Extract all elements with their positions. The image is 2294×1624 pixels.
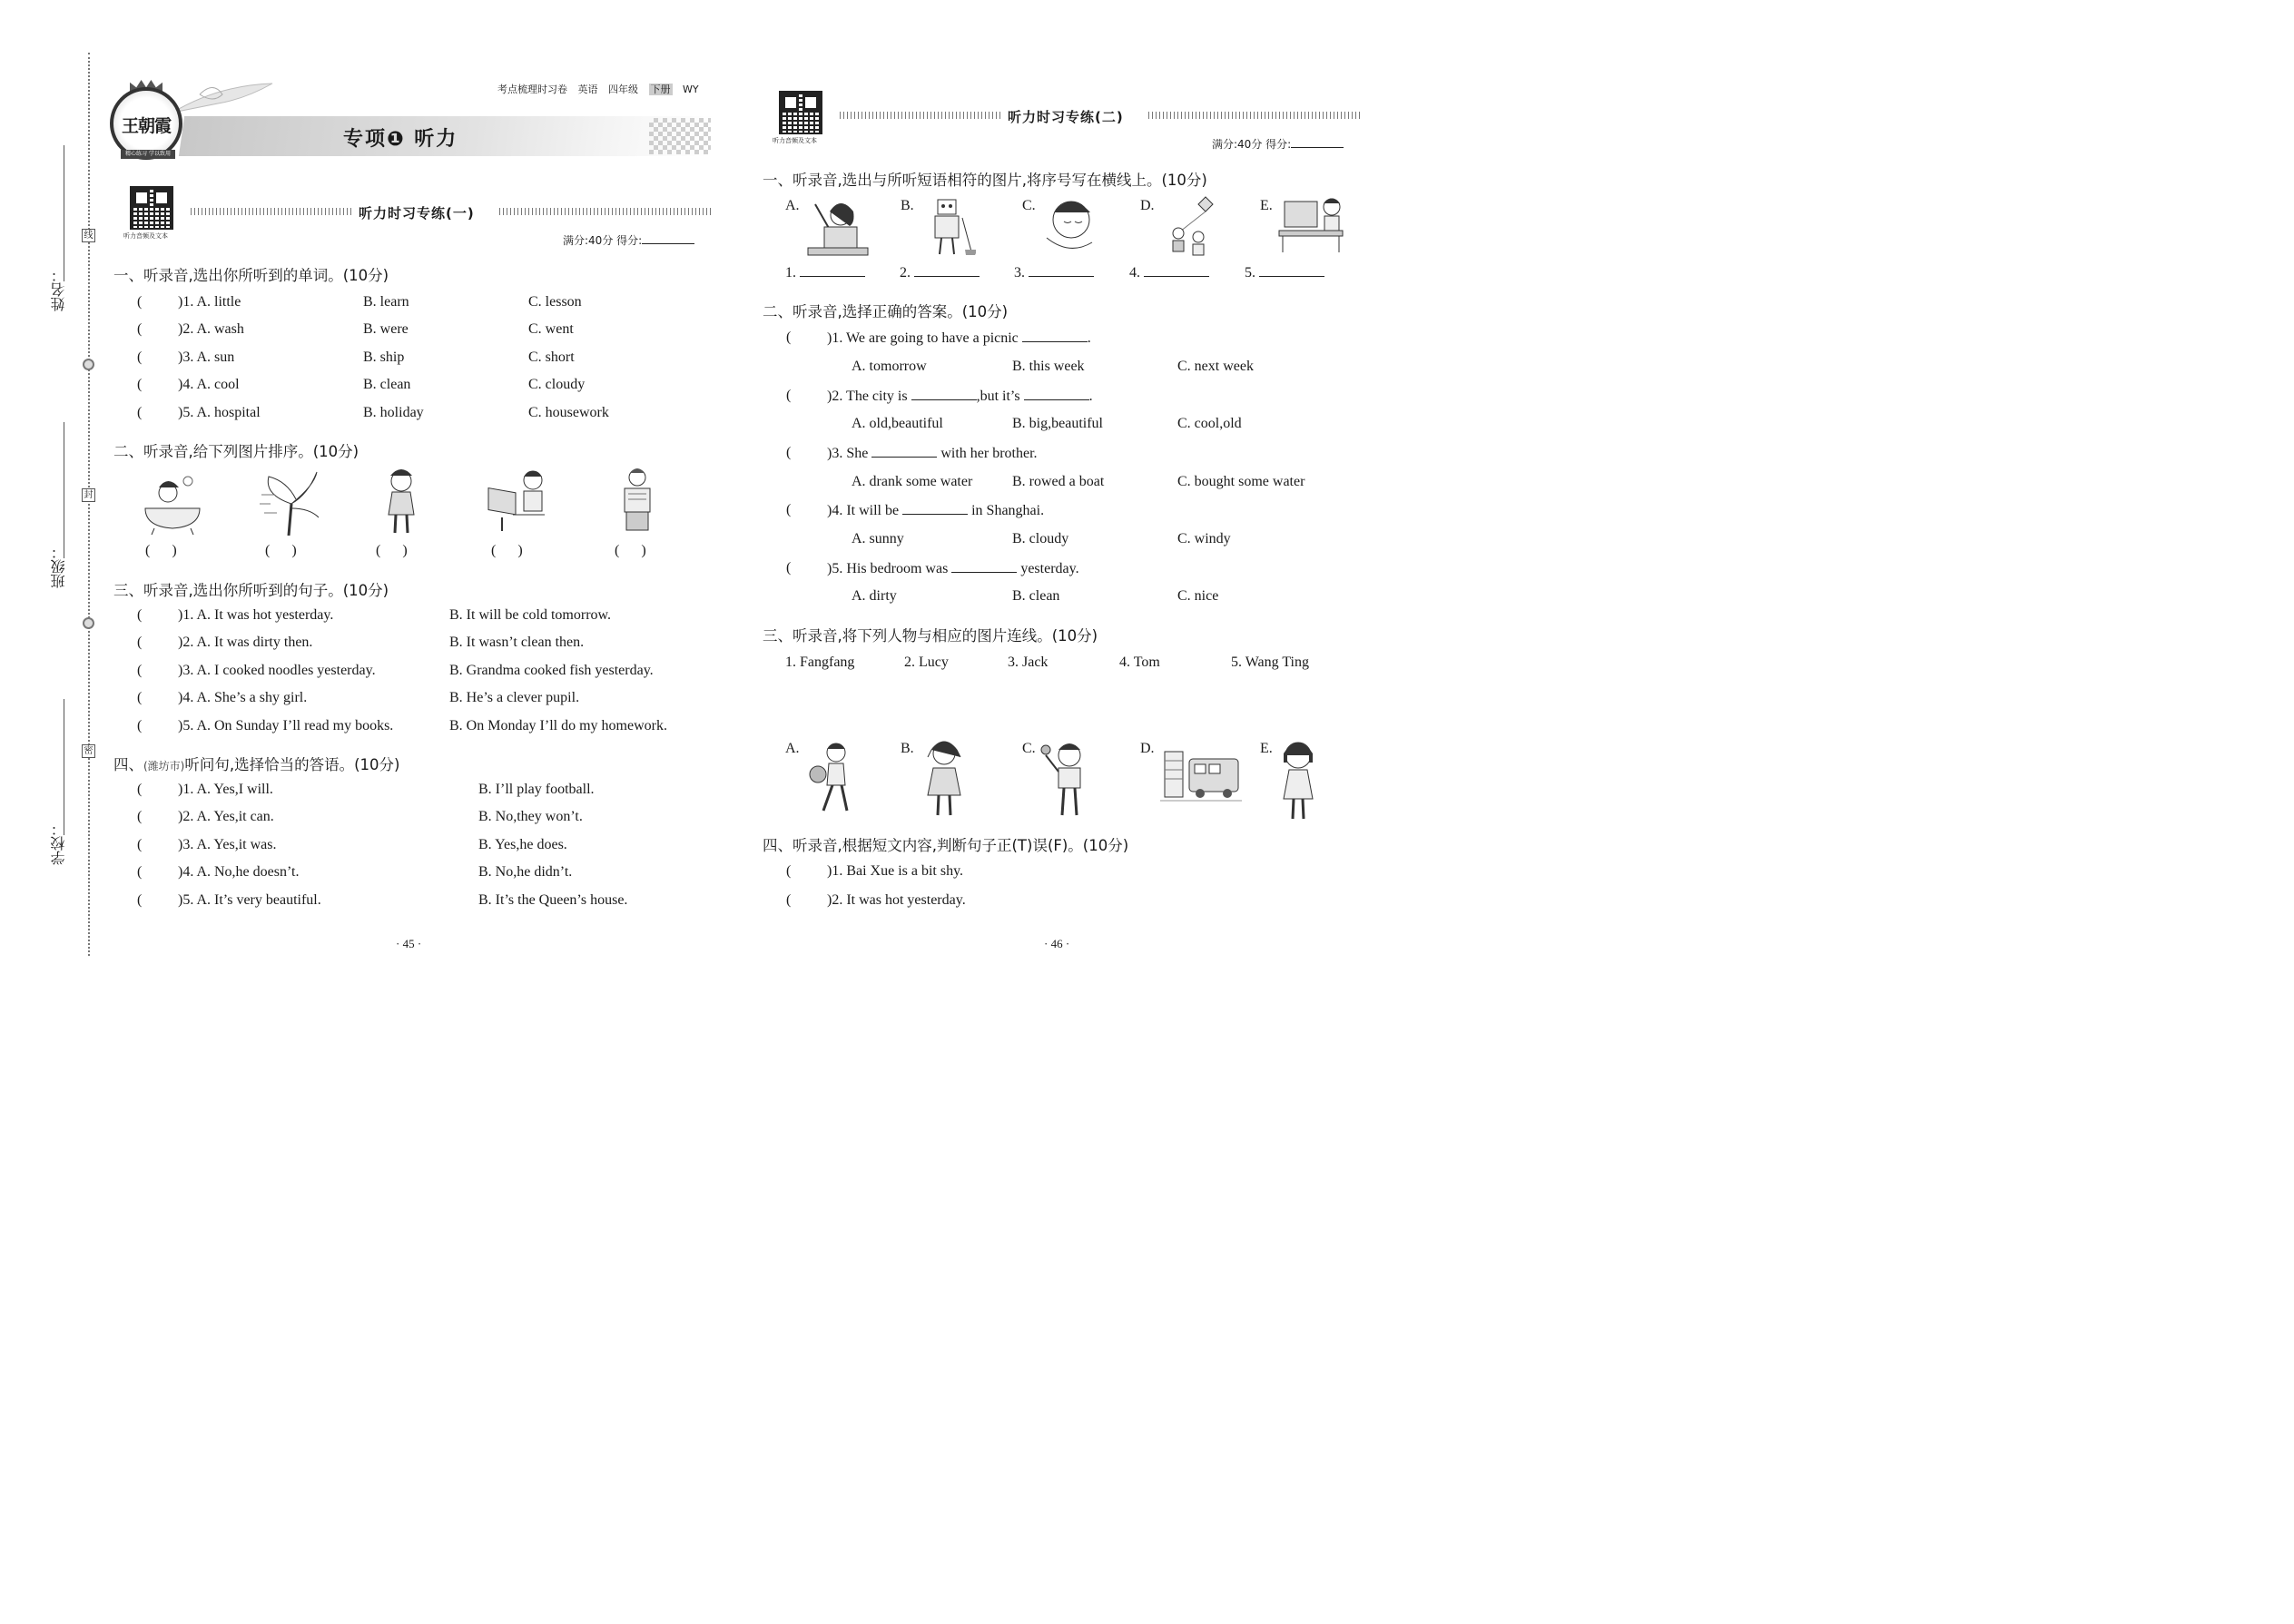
order-paren[interactable]: ( ) xyxy=(491,543,523,558)
divider xyxy=(840,112,1003,119)
option-b: B. were xyxy=(363,321,409,337)
stem-text: )4. It will be xyxy=(827,503,900,518)
answer-paren[interactable]: ( xyxy=(137,607,143,623)
blank-item xyxy=(1129,264,1209,281)
option-a: )3. A. sun xyxy=(178,349,235,365)
question-stem xyxy=(827,445,1038,462)
question-stem xyxy=(827,502,1044,519)
divider xyxy=(1148,112,1362,119)
option-b: B. It will be cold tomorrow. xyxy=(449,607,612,623)
answer-paren[interactable]: ( xyxy=(137,837,143,852)
brand-name: 王朝霞 xyxy=(121,116,171,136)
option-a: )2. A. wash xyxy=(178,321,244,337)
seal-mark-close: 密 xyxy=(82,744,95,758)
answer-blank[interactable] xyxy=(800,264,865,277)
stem-text: )2. The city is xyxy=(827,389,908,404)
picture-letter: E. xyxy=(1260,741,1273,756)
name-label: 姓名： xyxy=(50,268,67,311)
girl-with-flowers-icon xyxy=(917,737,971,819)
option-c: C. bought some water xyxy=(1177,474,1305,489)
score-box xyxy=(1212,136,1344,152)
order-paren[interactable]: ( ) xyxy=(265,543,297,558)
qr-code-icon[interactable] xyxy=(779,91,822,134)
seal-mark-seal: 封 xyxy=(82,488,95,502)
answer-paren[interactable]: ( xyxy=(786,330,792,345)
option-b: B. big,beautiful xyxy=(1012,416,1103,431)
score-blank[interactable] xyxy=(642,234,694,244)
boy-sleeping-icon xyxy=(1042,192,1097,256)
answer-blank[interactable] xyxy=(871,445,937,458)
binding-dotted-line xyxy=(88,53,90,956)
boy-at-computer-icon xyxy=(1275,192,1348,256)
order-paren[interactable]: ( ) xyxy=(145,543,177,558)
blank-item xyxy=(1245,264,1324,281)
option-b: B. Grandma cooked fish yesterday. xyxy=(449,663,654,678)
blank-item xyxy=(1014,264,1094,281)
answer-paren[interactable]: ( xyxy=(137,864,143,880)
picture-letter: E. xyxy=(1260,198,1273,213)
title-number: 四、 xyxy=(113,756,143,773)
order-paren[interactable]: ( ) xyxy=(376,543,408,558)
statement: )1. Bai Xue is a bit shy. xyxy=(827,863,964,879)
picture-letter: D. xyxy=(1140,741,1155,756)
page-number: · 46 · xyxy=(1044,937,1070,950)
option-b: B. this week xyxy=(1012,359,1085,374)
crying-girl-icon xyxy=(379,465,424,537)
qr-caption: 听力音频及文本 xyxy=(773,137,817,144)
girl-playing-violin-icon xyxy=(806,195,870,259)
option-a: )1. A. It was hot yesterday. xyxy=(178,607,334,623)
blank-number: 3. xyxy=(1014,265,1025,281)
picture-letter: D. xyxy=(1140,198,1155,213)
option-b: B. learn xyxy=(363,294,409,310)
answer-paren[interactable]: ( xyxy=(786,560,792,576)
blank-number: 4. xyxy=(1129,265,1140,281)
answer-paren[interactable]: ( xyxy=(137,892,143,908)
picture-letter: C. xyxy=(1022,741,1036,756)
answer-paren[interactable]: ( xyxy=(786,445,792,460)
option-b: B. ship xyxy=(363,349,405,365)
person-name: 1. Fangfang xyxy=(785,655,855,670)
seal-mark-line: 线 xyxy=(82,229,95,242)
section-title: 听力时习专练(二) xyxy=(1008,109,1124,125)
question-title: 二、听录音,给下列图片排序。(10分) xyxy=(113,443,359,460)
picture-letter: A. xyxy=(785,198,800,213)
bus-stop-icon xyxy=(1160,743,1242,806)
robot-sweeping-icon xyxy=(921,195,976,259)
option-a: )1. A. Yes,I will. xyxy=(178,782,273,797)
answer-paren[interactable]: ( xyxy=(137,782,143,797)
answer-blank[interactable] xyxy=(1144,264,1209,277)
option-a: )5. A. On Sunday I’ll read my books. xyxy=(178,718,394,733)
order-paren[interactable]: ( ) xyxy=(615,543,646,558)
blank-number: 1. xyxy=(785,265,796,281)
subject: 英语 xyxy=(577,84,598,95)
boy-waving-icon xyxy=(1035,737,1098,819)
option-b: B. rowed a boat xyxy=(1012,474,1105,489)
volume: 下册 xyxy=(650,84,671,95)
option-a: )1. A. little xyxy=(178,294,241,310)
option-a: A. drank some water xyxy=(852,474,973,489)
qr-caption: 听力音频及文本 xyxy=(123,232,168,240)
answer-blank[interactable] xyxy=(902,502,968,515)
stem-text: )5. His bedroom was xyxy=(827,561,949,576)
question-title xyxy=(113,753,400,774)
answer-paren[interactable]: ( xyxy=(786,502,792,517)
option-b: B. clean xyxy=(1012,588,1060,604)
answer-paren[interactable]: ( xyxy=(137,349,143,365)
option-b: B. clean xyxy=(363,377,411,392)
option-a: A. dirty xyxy=(852,588,897,604)
option-b: B. Yes,he does. xyxy=(478,837,567,852)
question-title: 三、听录音,选出你所听到的句子。(10分) xyxy=(113,582,389,599)
answer-paren[interactable]: ( xyxy=(786,388,792,403)
answer-paren[interactable]: ( xyxy=(137,809,143,824)
answer-paren[interactable]: ( xyxy=(137,718,143,733)
score-label: 满分:40分 得分: xyxy=(563,234,643,247)
answer-paren[interactable]: ( xyxy=(137,294,143,310)
series-info xyxy=(497,82,699,96)
blank-item xyxy=(785,264,865,281)
swirl-icon xyxy=(83,617,94,629)
girl-in-bathtub-icon xyxy=(141,468,204,536)
brand-tagline: 精心练习 学以致用 xyxy=(121,150,175,159)
question-title: 一、听录音,选出你所听到的单词。(10分) xyxy=(113,267,389,284)
question-stem xyxy=(827,330,1091,347)
stem-text: . xyxy=(1088,389,1093,404)
option-a: A. sunny xyxy=(852,531,904,546)
option-b: B. He’s a clever pupil. xyxy=(449,690,580,705)
question-title: 二、听录音,选择正确的答案。(10分) xyxy=(763,303,1009,320)
question-stem xyxy=(827,388,1093,405)
region-tag: (潍坊市) xyxy=(143,760,185,773)
option-b: B. holiday xyxy=(363,405,424,420)
option-b: B. No,he didn’t. xyxy=(478,864,573,880)
option-c: C. windy xyxy=(1177,531,1231,546)
picture-letter: A. xyxy=(785,741,800,756)
grade: 四年级 xyxy=(608,84,638,95)
answer-paren[interactable]: ( xyxy=(137,377,143,392)
question-title: 四、听录音,根据短文内容,判断句子正(T)误(F)。(10分) xyxy=(763,837,1129,854)
answer-blank[interactable] xyxy=(911,388,977,400)
page-number: · 45 · xyxy=(396,937,422,950)
question-stem xyxy=(827,560,1079,577)
answer-blank[interactable] xyxy=(1029,264,1094,277)
header-checker-decoration xyxy=(649,118,711,154)
section-title: 听力时习专练(一) xyxy=(359,205,475,221)
edition: WY xyxy=(683,84,699,95)
stem-text: with her brother. xyxy=(940,446,1038,461)
divider xyxy=(191,208,354,215)
qr-code-icon[interactable] xyxy=(130,186,173,230)
answer-paren[interactable]: ( xyxy=(786,892,792,908)
option-b: B. On Monday I’ll do my homework. xyxy=(449,718,667,733)
person-name: 3. Jack xyxy=(1008,655,1049,670)
blank-item xyxy=(900,264,980,281)
option-a: )3. A. I cooked noodles yesterday. xyxy=(178,663,376,678)
option-b: B. No,they won’t. xyxy=(478,809,583,824)
option-b: B. It’s the Queen’s house. xyxy=(478,892,628,908)
answer-paren[interactable]: ( xyxy=(137,405,143,420)
stem-text: yesterday. xyxy=(1020,561,1079,576)
option-a: A. tomorrow xyxy=(852,359,927,374)
option-c: C. housework xyxy=(528,405,609,420)
answer-blank[interactable] xyxy=(914,264,980,277)
question-title: 三、听录音,将下列人物与相应的图片连线。(10分) xyxy=(763,627,1098,645)
man-reading-newspaper-icon xyxy=(617,465,658,537)
option-c: C. lesson xyxy=(528,294,582,310)
stem-text: )1. We are going to have a picnic xyxy=(827,330,1019,346)
stem-text: ,but it’s xyxy=(976,389,1020,404)
option-a: )5. A. It’s very beautiful. xyxy=(178,892,321,908)
blank-number: 2. xyxy=(900,265,911,281)
person-name: 2. Lucy xyxy=(904,655,949,670)
option-c: C. went xyxy=(528,321,574,337)
picture-letter: C. xyxy=(1022,198,1036,213)
option-a: )3. A. Yes,it was. xyxy=(178,837,277,852)
option-c: C. next week xyxy=(1177,359,1254,374)
stem-text: . xyxy=(1087,330,1091,346)
option-b: B. cloudy xyxy=(1012,531,1069,546)
swirl-icon xyxy=(83,359,94,370)
option-a: )2. A. Yes,it can. xyxy=(178,809,274,824)
answer-paren[interactable]: ( xyxy=(137,321,143,337)
option-c: C. short xyxy=(528,349,575,365)
answer-paren[interactable]: ( xyxy=(137,635,143,650)
option-a: )4. A. cool xyxy=(178,377,240,392)
person-name: 5. Wang Ting xyxy=(1231,655,1309,670)
option-a: )2. A. It was dirty then. xyxy=(178,635,313,650)
picture-letter: B. xyxy=(901,741,914,756)
stem-text: in Shanghai. xyxy=(971,503,1045,518)
kids-flying-kite-icon xyxy=(1160,195,1224,259)
option-a: )4. A. No,he doesn’t. xyxy=(178,864,300,880)
answer-blank[interactable] xyxy=(1024,388,1089,400)
answer-paren[interactable]: ( xyxy=(786,863,792,879)
boy-at-computer-icon xyxy=(486,468,554,536)
person-name: 4. Tom xyxy=(1119,655,1160,670)
ribbon-bow-icon xyxy=(163,76,290,122)
option-b: B. I’ll play football. xyxy=(478,782,595,797)
stem-text: )3. She xyxy=(827,446,869,461)
title-text: 听问句,选择恰当的答语。(10分) xyxy=(184,756,400,773)
option-c: C. nice xyxy=(1177,588,1219,604)
option-a: )5. A. hospital xyxy=(178,405,261,420)
option-a: )4. A. She’s a shy girl. xyxy=(178,690,308,705)
option-c: C. cool,old xyxy=(1177,416,1242,431)
picture-letter: B. xyxy=(901,198,914,213)
score-label: 满分:40分 得分: xyxy=(1212,138,1292,151)
answer-paren[interactable]: ( xyxy=(137,663,143,678)
school-label: 学校： xyxy=(50,822,67,865)
score-blank[interactable] xyxy=(1291,138,1344,148)
statement: )2. It was hot yesterday. xyxy=(827,892,966,908)
option-c: C. cloudy xyxy=(528,377,586,392)
score-box xyxy=(563,232,694,248)
girl-standing-icon xyxy=(1271,737,1325,823)
boy-playing-basketball-icon xyxy=(803,740,862,817)
answer-paren[interactable]: ( xyxy=(137,690,143,705)
answer-blank[interactable] xyxy=(951,560,1017,573)
class-label: 班级： xyxy=(50,545,67,588)
unit-title: 专项❶ 听力 xyxy=(343,128,458,151)
brand-logo xyxy=(110,87,182,160)
question-title: 一、听录音,选出与所听短语相符的图片,将序号写在横线上。(10分) xyxy=(763,172,1207,189)
blank-number: 5. xyxy=(1245,265,1255,281)
option-b: B. It wasn’t clean then. xyxy=(449,635,585,650)
answer-blank[interactable] xyxy=(1022,330,1088,342)
answer-blank[interactable] xyxy=(1259,264,1324,277)
series-name: 考点梳理时习卷 xyxy=(497,84,567,95)
windy-tree-icon xyxy=(257,468,320,536)
option-a: A. old,beautiful xyxy=(852,416,943,431)
divider xyxy=(499,208,713,215)
